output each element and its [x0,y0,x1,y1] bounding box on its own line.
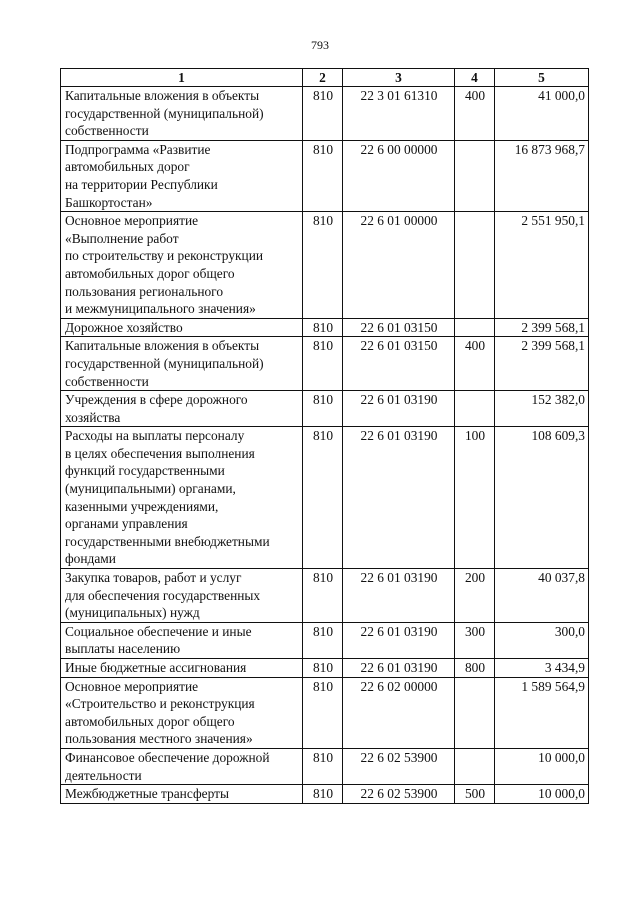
table-row [61,212,589,319]
item-name-text: Подпрограмма «Развитие автомобильных дорог на территории Республики Башкортостан» [65,141,218,210]
target-article-text: 22 3 01 61310 [360,88,438,103]
ministry-code-text: 810 [312,88,334,103]
target-article-cell [343,337,455,391]
amount-text: 3 434,9 [544,660,585,675]
table-row [61,748,589,784]
item-name-text: Закупка товаров, работ и услуг для обеспечения государственных (муниципальных) нужд [65,570,261,621]
item-name-text: Иные бюджетные ассигнования [65,660,247,675]
target-article-text: 22 6 01 00000 [360,213,438,229]
ministry-code-text: 810 [312,428,334,444]
column-header: 2 [303,69,343,87]
ministry-code-cell [303,427,343,569]
item-name-text: Капитальные вложения в объекты государственной (муниципальной) собственности [65,338,264,389]
ministry-code-cell [303,748,343,784]
ministry-code-cell [303,87,343,141]
item-name-text: Основное мероприятие «Выполнение работ по строительству и реконструкции автомобильных дорог общего пользования регионального и межмуниципального значения» [65,213,264,317]
ministry-code-cell [303,622,343,658]
item-name-cell [61,622,303,658]
item-name-cell [61,391,303,427]
table-row [61,622,589,658]
ministry-code-text: 810 [312,660,334,675]
amount-cell [495,212,589,319]
expense-type-cell [455,659,495,678]
target-article-cell [343,622,455,658]
amount-cell [495,569,589,623]
target-article-cell [343,785,455,804]
target-article-cell [343,659,455,678]
item-name-cell [61,427,303,569]
amount-cell [495,140,589,211]
ministry-code-text: 810 [312,678,334,694]
table-row [61,659,589,678]
target-article-text: 22 6 01 03190 [360,570,438,586]
ministry-code-cell [303,140,343,211]
item-name-cell [61,677,303,748]
target-article-text: 22 6 01 03190 [360,660,438,675]
item-name-cell [61,87,303,141]
target-article-text: 22 6 01 03150 [360,319,438,335]
amount-cell [495,748,589,784]
expense-type-cell [455,87,495,141]
item-name-cell [61,140,303,211]
target-article-text: 22 6 02 53900 [360,786,438,802]
ministry-code-text: 810 [312,319,334,335]
expense-type-text: 100 [464,428,486,444]
target-article-text: 22 6 01 03190 [360,623,438,639]
table-row [61,140,589,211]
target-article-cell [343,212,455,319]
amount-text: 2 399 568,1 [521,338,585,354]
table-row [61,87,589,141]
table-row [61,318,589,337]
column-header: 3 [343,69,455,87]
item-name-text: Капитальные вложения в объекты государственной (муниципальной) собственности [65,88,264,139]
target-article-cell [343,87,455,141]
item-name-cell [61,337,303,391]
item-name-cell [61,569,303,623]
item-name-text: Учреждения в сфере дорожного хозяйства [65,392,248,425]
expense-type-cell [455,785,495,804]
target-article-text: 22 6 01 03150 [360,338,438,354]
expense-type-text: 400 [464,338,486,354]
ministry-code-text: 810 [312,213,334,229]
ministry-code-cell [303,212,343,319]
item-name-cell [61,318,303,337]
target-article-cell [343,677,455,748]
target-article-text: 22 6 02 53900 [360,749,438,765]
table-row [61,427,589,569]
amount-text: 2 399 568,1 [521,319,585,335]
item-name-text: Основное мероприятие «Строительство и реконструкция автомобильных дорог общего пользования местного значения» [65,678,255,747]
table-row [61,785,589,804]
ministry-code-cell [303,677,343,748]
expense-type-text: 500 [464,786,486,802]
amount-text: 41 000,0 [538,88,585,103]
amount-cell [495,391,589,427]
table-row [61,391,589,427]
budget-table [60,68,589,804]
expense-type-cell [455,140,495,211]
ministry-code-text: 810 [312,338,334,354]
target-article-text: 22 6 01 03190 [360,392,438,408]
table-row [61,337,589,391]
ministry-code-cell [303,391,343,427]
ministry-code-text: 810 [312,392,334,408]
expense-type-cell [455,569,495,623]
ministry-code-text: 810 [312,786,334,802]
expense-type-text: 200 [464,570,486,586]
column-header: 1 [61,69,303,87]
item-name-cell [61,659,303,678]
expense-type-cell [455,391,495,427]
expense-type-cell [455,677,495,748]
amount-text: 108 609,3 [531,428,585,444]
amount-text: 16 873 968,7 [514,141,585,157]
ministry-code-cell [303,569,343,623]
expense-type-cell [455,622,495,658]
ministry-code-cell [303,785,343,804]
target-article-text: 22 6 00 00000 [360,141,438,157]
item-name-text: Дорожное хозяйство [65,319,183,335]
item-name-cell [61,785,303,804]
ministry-code-cell [303,318,343,337]
ministry-code-cell [303,337,343,391]
target-article-cell [343,427,455,569]
target-article-text: 22 6 01 03190 [360,428,438,444]
table-row [61,569,589,623]
ministry-code-cell [303,659,343,678]
target-article-cell [343,391,455,427]
table-row [61,677,589,748]
ministry-code-text: 810 [312,623,334,639]
amount-text: 40 037,8 [538,570,585,586]
amount-cell [495,318,589,337]
target-article-cell [343,748,455,784]
target-article-cell [343,318,455,337]
expense-type-cell [455,337,495,391]
amount-cell [495,622,589,658]
table-body [61,87,589,804]
amount-cell [495,677,589,748]
amount-text: 2 551 950,1 [521,213,585,229]
target-article-cell [343,140,455,211]
amount-text: 152 382,0 [531,392,585,408]
table-header-row [61,69,589,87]
expense-type-text: 400 [464,88,486,103]
amount-cell [495,659,589,678]
item-name-text: Финансовое обеспечение дорожной деятельности [65,749,270,783]
ministry-code-text: 810 [312,141,334,157]
expense-type-cell [455,212,495,319]
amount-text: 10 000,0 [538,749,585,765]
ministry-code-text: 810 [312,570,334,586]
expense-type-cell [455,748,495,784]
target-article-text: 22 6 02 00000 [360,678,438,694]
amount-text: 1 589 564,9 [521,678,585,694]
column-header: 4 [455,69,495,87]
item-name-text: Социальное обеспечение и иные выплаты населению [65,623,252,657]
amount-text: 10 000,0 [538,786,585,802]
amount-cell [495,87,589,141]
expense-type-cell [455,427,495,569]
amount-text: 300,0 [554,623,585,639]
amount-cell [495,337,589,391]
expense-type-text: 300 [464,623,486,639]
expense-type-cell [455,318,495,337]
column-header: 5 [495,69,589,87]
item-name-cell [61,748,303,784]
amount-cell [495,785,589,804]
ministry-code-text: 810 [312,749,334,765]
target-article-cell [343,569,455,623]
item-name-cell [61,212,303,319]
item-name-text: Расходы на выплаты персоналу в целях обеспечения выполнения функций государственными (муниципальными) органами, казенными учреждениями, органами управления государственными внебюджетными фондами [65,428,270,567]
page-number: 793 [311,38,329,52]
expense-type-text: 800 [464,660,486,675]
item-name-text: Межбюджетные трансферты [65,786,229,802]
amount-cell [495,427,589,569]
